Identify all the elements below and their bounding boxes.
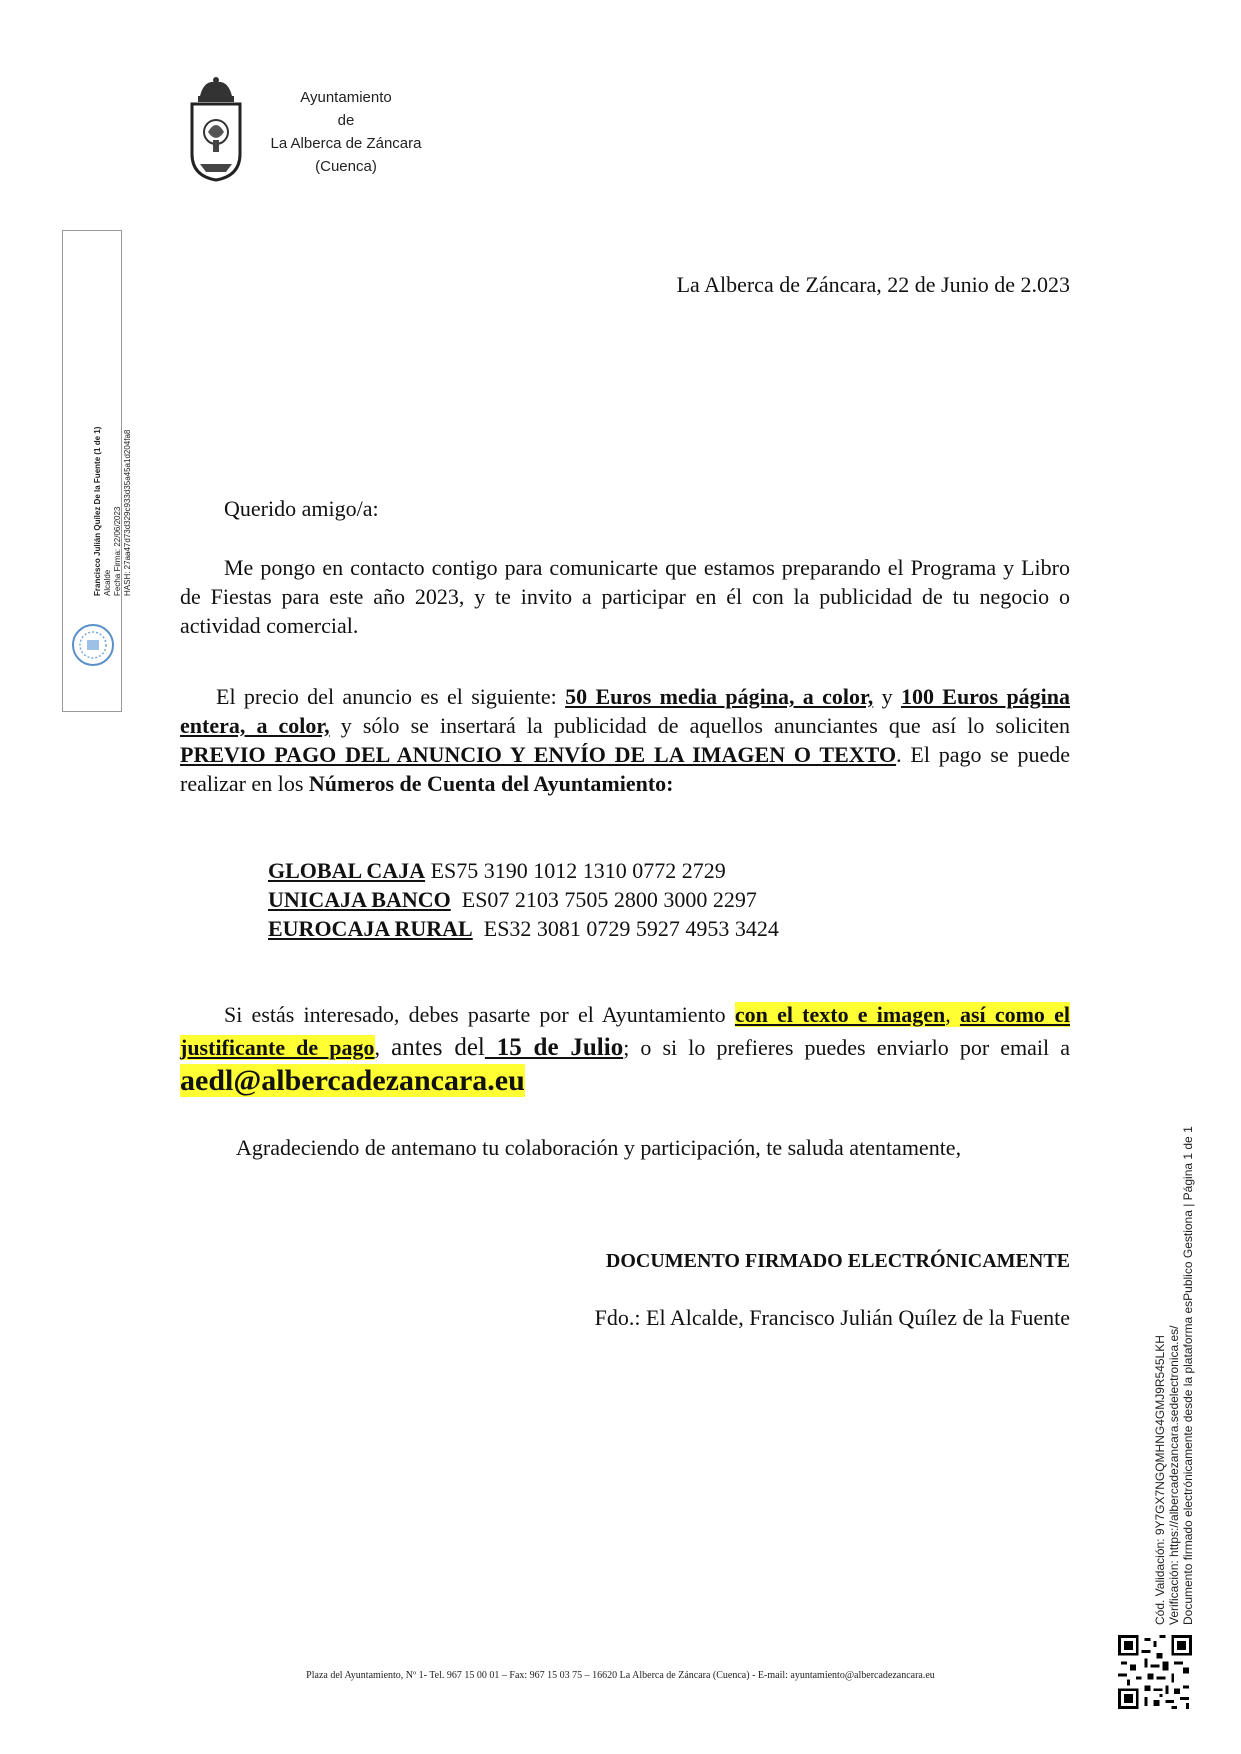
bank-name: GLOBAL CAJA	[268, 858, 426, 883]
organization-name	[256, 86, 436, 178]
paragraph-prices	[180, 682, 1070, 798]
signer-name: Francisco Julián Quílez De la Fuente (1 de 1)	[93, 426, 102, 596]
letterhead	[186, 74, 426, 184]
qr-code-icon[interactable]	[1118, 1635, 1192, 1709]
text-span: El precio del anuncio es el siguiente:	[216, 684, 566, 709]
validation-info	[1153, 1126, 1195, 1625]
text-span: . El pago se puede realizar en los	[180, 742, 1070, 796]
letter-date: La Alberca de Záncara, 22 de Junio de 2.023	[676, 272, 1070, 297]
signature-info	[93, 427, 133, 596]
signature-hash: HASH: 27aa47d73d329c933d35a45a1d204fa8	[123, 429, 132, 596]
bank-name: UNICAJA BANCO	[268, 887, 451, 912]
bank-accounts-list	[268, 856, 779, 943]
platform-notice: Documento firmado electrónicamente desde la plataforma esPublico Gestiona | Página 1 de 1	[1181, 1126, 1195, 1625]
text-span: y	[873, 684, 901, 709]
verification-url[interactable]: Verificación: https://albercadezancara.sedelectronica.es/	[1167, 1325, 1181, 1625]
bank-iban: ES07 2103 7505 2800 3000 2297	[450, 887, 757, 912]
bank-iban: ES32 3081 0729 5927 4953 3424	[472, 916, 779, 941]
signature-date: Fecha Firma: 22/06/2023	[113, 506, 122, 596]
coat-of-arms-icon	[186, 74, 246, 184]
closing-paragraph: Agradeciendo de antemano tu colaboración y participación, te saluda atentamente,	[236, 1135, 962, 1160]
contact-email-link[interactable]: aedl@albercadezancara.eu	[180, 1064, 525, 1097]
deadline-label: antes del	[391, 1034, 485, 1061]
bank-account-row	[268, 856, 779, 885]
text-span: ,	[374, 1035, 392, 1060]
org-line: Ayuntamiento	[300, 89, 392, 106]
highlight-payment-proof: así como el justificante de pago	[180, 1002, 1070, 1060]
text-span: ,	[945, 1002, 960, 1027]
page-footer: Plaza del Ayuntamiento, Nº 1- Tel. 967 15 00 01 – Fax: 967 15 03 75 – 16620 La Alberca de Záncara (Cuenca) - E-mail: ayuntamiento@albercadezancara.eu	[306, 1670, 935, 1681]
greeting: Querido amigo/a:	[224, 496, 379, 521]
signature-margin-box	[62, 230, 132, 712]
bank-account-row	[268, 885, 779, 914]
accounts-heading: Números de Cuenta del Ayuntamiento:	[308, 771, 674, 796]
org-line: (Cuenca)	[315, 158, 377, 175]
bank-name: EUROCAJA RURAL	[268, 916, 473, 941]
price-half-page: 50 Euros media página, a color,	[565, 684, 874, 709]
paragraph-intro: Me pongo en contacto contigo para comunicarte que estamos preparando el Programa y Libro de Fiestas para este año 2023, y te invito a participar en él con la publicidad de tu negocio o actividad comercial.	[180, 555, 1070, 638]
deadline-date: 15 de Julio	[484, 1034, 624, 1061]
electronic-signature-notice: DOCUMENTO FIRMADO ELECTRÓNICAMENTE	[605, 1250, 1070, 1272]
org-line: La Alberca de Záncara	[270, 135, 422, 152]
seal-stamp-icon	[71, 623, 115, 667]
paragraph-instructions	[180, 998, 1070, 1099]
highlight-text-image: con el texto e imagen	[734, 1002, 946, 1027]
price-full-page: 100 Euros página entera, a color,	[180, 684, 1071, 738]
org-line: de	[337, 112, 355, 129]
text-span: y sólo se insertará la publicidad de aquellos anunciantes que así lo soliciten	[329, 713, 1070, 738]
bank-iban: ES75 3190 1012 1310 0772 2729	[425, 858, 726, 883]
text-span: ; o si lo prefieres puedes enviarlo por email a	[623, 1035, 1071, 1060]
bank-account-row	[268, 914, 779, 943]
signer-role: Alcalde	[103, 569, 112, 596]
signatory-line: Fdo.: El Alcalde, Francisco Julián Quílez de la Fuente	[594, 1305, 1070, 1330]
validation-code: Cód. Validación: 9Y7GX7NGQMHNG4GMJ9R545LKH	[1153, 1335, 1167, 1625]
text-span: Si estás interesado, debes pasarte por el Ayuntamiento	[224, 1002, 735, 1027]
prepayment-notice: PREVIO PAGO DEL ANUNCIO Y ENVÍO DE LA IMAGEN O TEXTO	[180, 742, 897, 767]
